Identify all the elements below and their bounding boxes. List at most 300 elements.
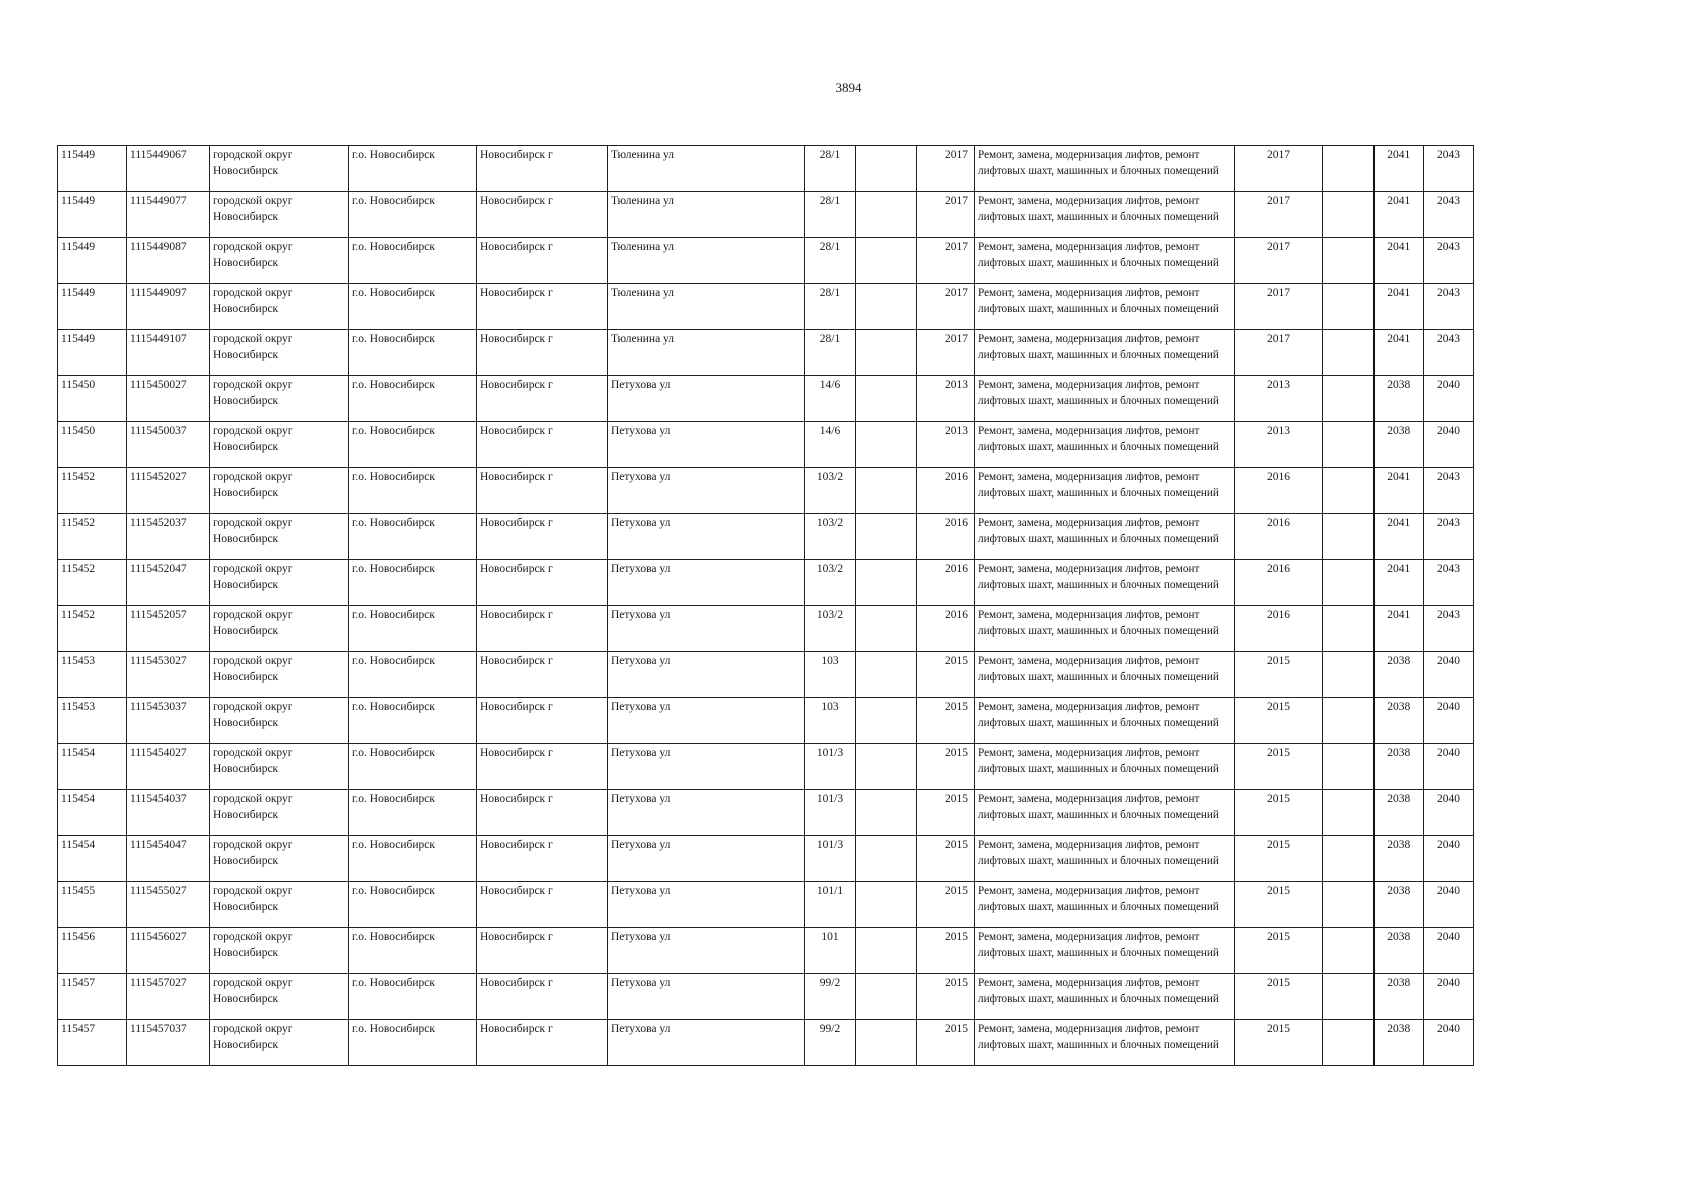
- cell-year-commissioned: 2015: [917, 974, 975, 1020]
- cell-district: городской округ Новосибирск: [210, 422, 349, 468]
- cell-work-description: Ремонт, замена, модернизация лифтов, ремонт лифтовых шахт, машинных и блочных помещений: [975, 330, 1235, 376]
- cell-blank: [1323, 422, 1374, 468]
- cell-id: 1115452047: [127, 560, 210, 606]
- cell-district: городской округ Новосибирск: [210, 928, 349, 974]
- cell-city: Новосибирск г: [477, 790, 608, 836]
- cell-id: 1115452037: [127, 514, 210, 560]
- cell-year-from: 2038: [1374, 422, 1424, 468]
- cell-street: Петухова ул: [608, 468, 805, 514]
- cell-year-commissioned: 2013: [917, 422, 975, 468]
- cell-blank: [856, 146, 917, 192]
- cell-year-from: 2038: [1374, 882, 1424, 928]
- cell-city: Новосибирск г: [477, 606, 608, 652]
- cell-street: Петухова ул: [608, 606, 805, 652]
- cell-district: городской округ Новосибирск: [210, 606, 349, 652]
- cell-district: городской округ Новосибирск: [210, 698, 349, 744]
- cell-year-from: 2041: [1374, 606, 1424, 652]
- cell-house: 103: [805, 698, 856, 744]
- cell-year-commissioned: 2016: [917, 514, 975, 560]
- cell-municipality: г.о. Новосибирск: [349, 744, 477, 790]
- cell-year-to: 2043: [1424, 514, 1474, 560]
- cell-id: 1115454047: [127, 836, 210, 882]
- cell-year-from: 2038: [1374, 652, 1424, 698]
- table-row: [58, 376, 1474, 422]
- cell-year-from: 2038: [1374, 1020, 1424, 1066]
- cell-blank: [856, 422, 917, 468]
- cell-id: 1115449097: [127, 284, 210, 330]
- table-row: [58, 422, 1474, 468]
- cell-year-commissioned: 2017: [917, 146, 975, 192]
- cell-district: городской округ Новосибирск: [210, 1020, 349, 1066]
- cell-year-last: 2015: [1235, 744, 1323, 790]
- table-row: [58, 560, 1474, 606]
- cell-house: 28/1: [805, 146, 856, 192]
- cell-district: городской округ Новосибирск: [210, 836, 349, 882]
- cell-year-commissioned: 2015: [917, 928, 975, 974]
- cell-year-commissioned: 2015: [917, 1020, 975, 1066]
- cell-work-description: Ремонт, замена, модернизация лифтов, ремонт лифтовых шахт, машинных и блочных помещений: [975, 698, 1235, 744]
- cell-municipality: г.о. Новосибирск: [349, 698, 477, 744]
- cell-blank: [856, 698, 917, 744]
- cell-blank: [856, 560, 917, 606]
- cell-blank: [1323, 238, 1374, 284]
- cell-street: Петухова ул: [608, 974, 805, 1020]
- cell-id: 1115452027: [127, 468, 210, 514]
- cell-blank: [1323, 330, 1374, 376]
- cell-city: Новосибирск г: [477, 560, 608, 606]
- cell-municipality: г.о. Новосибирск: [349, 790, 477, 836]
- cell-year-commissioned: 2015: [917, 744, 975, 790]
- cell-year-last: 2016: [1235, 560, 1323, 606]
- cell-year-from: 2041: [1374, 514, 1424, 560]
- cell-year-to: 2043: [1424, 238, 1474, 284]
- table-row: [58, 238, 1474, 284]
- cell-house: 103/2: [805, 560, 856, 606]
- cell-year-to: 2043: [1424, 606, 1474, 652]
- cell-municipality: г.о. Новосибирск: [349, 146, 477, 192]
- cell-blank: [856, 1020, 917, 1066]
- cell-district: городской округ Новосибирск: [210, 284, 349, 330]
- cell-street: Петухова ул: [608, 560, 805, 606]
- cell-work-description: Ремонт, замена, модернизация лифтов, ремонт лифтовых шахт, машинных и блочных помещений: [975, 146, 1235, 192]
- cell-blank: [1323, 146, 1374, 192]
- cell-work-description: Ремонт, замена, модернизация лифтов, ремонт лифтовых шахт, машинных и блочных помещений: [975, 560, 1235, 606]
- cell-year-to: 2043: [1424, 330, 1474, 376]
- cell-work-description: Ремонт, замена, модернизация лифтов, ремонт лифтовых шахт, машинных и блочных помещений: [975, 238, 1235, 284]
- cell-year-last: 2016: [1235, 514, 1323, 560]
- cell-code: 115457: [58, 1020, 127, 1066]
- cell-year-from: 2041: [1374, 146, 1424, 192]
- cell-year-last: 2017: [1235, 146, 1323, 192]
- cell-blank: [856, 238, 917, 284]
- cell-blank: [1323, 514, 1374, 560]
- cell-year-to: 2043: [1424, 192, 1474, 238]
- cell-blank: [856, 606, 917, 652]
- cell-year-to: 2040: [1424, 422, 1474, 468]
- cell-street: Тюленина ул: [608, 146, 805, 192]
- cell-year-last: 2015: [1235, 652, 1323, 698]
- cell-blank: [856, 468, 917, 514]
- cell-code: 115454: [58, 836, 127, 882]
- cell-municipality: г.о. Новосибирск: [349, 192, 477, 238]
- cell-city: Новосибирск г: [477, 284, 608, 330]
- cell-house: 99/2: [805, 974, 856, 1020]
- cell-street: Петухова ул: [608, 790, 805, 836]
- cell-city: Новосибирск г: [477, 330, 608, 376]
- cell-district: городской округ Новосибирск: [210, 744, 349, 790]
- cell-year-from: 2038: [1374, 974, 1424, 1020]
- cell-code: 115449: [58, 192, 127, 238]
- cell-year-commissioned: 2015: [917, 790, 975, 836]
- cell-street: Тюленина ул: [608, 192, 805, 238]
- table-row: [58, 974, 1474, 1020]
- cell-blank: [1323, 974, 1374, 1020]
- cell-year-from: 2041: [1374, 284, 1424, 330]
- cell-work-description: Ремонт, замена, модернизация лифтов, ремонт лифтовых шахт, машинных и блочных помещений: [975, 744, 1235, 790]
- cell-street: Петухова ул: [608, 882, 805, 928]
- cell-house: 99/2: [805, 1020, 856, 1066]
- cell-year-commissioned: 2015: [917, 836, 975, 882]
- cell-year-from: 2041: [1374, 192, 1424, 238]
- cell-year-from: 2041: [1374, 330, 1424, 376]
- cell-year-to: 2043: [1424, 146, 1474, 192]
- cell-year-last: 2017: [1235, 284, 1323, 330]
- cell-blank: [1323, 376, 1374, 422]
- cell-year-commissioned: 2015: [917, 698, 975, 744]
- cell-id: 1115449107: [127, 330, 210, 376]
- cell-city: Новосибирск г: [477, 376, 608, 422]
- cell-municipality: г.о. Новосибирск: [349, 836, 477, 882]
- cell-id: 1115449077: [127, 192, 210, 238]
- cell-year-last: 2013: [1235, 422, 1323, 468]
- cell-city: Новосибирск г: [477, 192, 608, 238]
- cell-year-commissioned: 2017: [917, 192, 975, 238]
- table-row: [58, 330, 1474, 376]
- table-row: [58, 698, 1474, 744]
- cell-house: 14/6: [805, 422, 856, 468]
- cell-id: 1115454027: [127, 744, 210, 790]
- cell-municipality: г.о. Новосибирск: [349, 238, 477, 284]
- cell-code: 115449: [58, 284, 127, 330]
- cell-year-last: 2015: [1235, 790, 1323, 836]
- cell-year-commissioned: 2017: [917, 330, 975, 376]
- cell-year-to: 2040: [1424, 652, 1474, 698]
- cell-street: Петухова ул: [608, 744, 805, 790]
- cell-blank: [856, 928, 917, 974]
- table-row: [58, 146, 1474, 192]
- cell-work-description: Ремонт, замена, модернизация лифтов, ремонт лифтовых шахт, машинных и блочных помещений: [975, 974, 1235, 1020]
- cell-year-last: 2015: [1235, 698, 1323, 744]
- cell-street: Петухова ул: [608, 422, 805, 468]
- cell-municipality: г.о. Новосибирск: [349, 468, 477, 514]
- cell-city: Новосибирск г: [477, 928, 608, 974]
- cell-city: Новосибирск г: [477, 238, 608, 284]
- cell-city: Новосибирск г: [477, 882, 608, 928]
- cell-work-description: Ремонт, замена, модернизация лифтов, ремонт лифтовых шахт, машинных и блочных помещений: [975, 606, 1235, 652]
- cell-year-from: 2041: [1374, 468, 1424, 514]
- cell-year-from: 2038: [1374, 376, 1424, 422]
- cell-work-description: Ремонт, замена, модернизация лифтов, ремонт лифтовых шахт, машинных и блочных помещений: [975, 1020, 1235, 1066]
- cell-municipality: г.о. Новосибирск: [349, 284, 477, 330]
- cell-house: 101/3: [805, 744, 856, 790]
- cell-street: Петухова ул: [608, 514, 805, 560]
- cell-work-description: Ремонт, замена, модернизация лифтов, ремонт лифтовых шахт, машинных и блочных помещений: [975, 376, 1235, 422]
- register-body: [58, 146, 1474, 1066]
- cell-year-to: 2040: [1424, 974, 1474, 1020]
- cell-house: 101/3: [805, 790, 856, 836]
- cell-year-last: 2016: [1235, 606, 1323, 652]
- cell-city: Новосибирск г: [477, 422, 608, 468]
- cell-id: 1115450027: [127, 376, 210, 422]
- cell-street: Петухова ул: [608, 698, 805, 744]
- cell-municipality: г.о. Новосибирск: [349, 1020, 477, 1066]
- cell-municipality: г.о. Новосибирск: [349, 882, 477, 928]
- cell-year-from: 2041: [1374, 560, 1424, 606]
- cell-city: Новосибирск г: [477, 652, 608, 698]
- cell-year-last: 2017: [1235, 192, 1323, 238]
- table-row: [58, 1020, 1474, 1066]
- cell-municipality: г.о. Новосибирск: [349, 330, 477, 376]
- cell-code: 115450: [58, 376, 127, 422]
- cell-blank: [1323, 1020, 1374, 1066]
- cell-street: Тюленина ул: [608, 238, 805, 284]
- cell-blank: [1323, 836, 1374, 882]
- cell-blank: [856, 790, 917, 836]
- cell-blank: [856, 330, 917, 376]
- cell-year-to: 2040: [1424, 698, 1474, 744]
- cell-year-commissioned: 2016: [917, 606, 975, 652]
- cell-year-from: 2038: [1374, 790, 1424, 836]
- cell-year-commissioned: 2013: [917, 376, 975, 422]
- cell-id: 1115453037: [127, 698, 210, 744]
- cell-work-description: Ремонт, замена, модернизация лифтов, ремонт лифтовых шахт, машинных и блочных помещений: [975, 928, 1235, 974]
- cell-code: 115455: [58, 882, 127, 928]
- cell-street: Петухова ул: [608, 836, 805, 882]
- cell-year-to: 2043: [1424, 284, 1474, 330]
- cell-year-last: 2013: [1235, 376, 1323, 422]
- cell-district: городской округ Новосибирск: [210, 238, 349, 284]
- cell-municipality: г.о. Новосибирск: [349, 974, 477, 1020]
- cell-blank: [1323, 192, 1374, 238]
- cell-id: 1115453027: [127, 652, 210, 698]
- cell-district: городской округ Новосибирск: [210, 974, 349, 1020]
- cell-blank: [1323, 928, 1374, 974]
- cell-house: 103/2: [805, 606, 856, 652]
- cell-city: Новосибирск г: [477, 1020, 608, 1066]
- cell-blank: [1323, 468, 1374, 514]
- cell-blank: [856, 652, 917, 698]
- cell-work-description: Ремонт, замена, модернизация лифтов, ремонт лифтовых шахт, машинных и блочных помещений: [975, 422, 1235, 468]
- cell-id: 1115457037: [127, 1020, 210, 1066]
- cell-code: 115449: [58, 146, 127, 192]
- table-row: [58, 192, 1474, 238]
- cell-id: 1115450037: [127, 422, 210, 468]
- cell-blank: [1323, 560, 1374, 606]
- cell-code: 115454: [58, 790, 127, 836]
- cell-year-commissioned: 2017: [917, 238, 975, 284]
- cell-year-to: 2043: [1424, 560, 1474, 606]
- cell-blank: [856, 192, 917, 238]
- cell-city: Новосибирск г: [477, 836, 608, 882]
- cell-house: 28/1: [805, 238, 856, 284]
- cell-work-description: Ремонт, замена, модернизация лифтов, ремонт лифтовых шахт, машинных и блочных помещений: [975, 514, 1235, 560]
- cell-house: 101/1: [805, 882, 856, 928]
- cell-work-description: Ремонт, замена, модернизация лифтов, ремонт лифтовых шахт, машинных и блочных помещений: [975, 284, 1235, 330]
- cell-year-to: 2040: [1424, 1020, 1474, 1066]
- cell-city: Новосибирск г: [477, 744, 608, 790]
- cell-work-description: Ремонт, замена, модернизация лифтов, ремонт лифтовых шахт, машинных и блочных помещений: [975, 882, 1235, 928]
- cell-year-last: 2015: [1235, 1020, 1323, 1066]
- cell-blank: [856, 376, 917, 422]
- cell-street: Тюленина ул: [608, 284, 805, 330]
- cell-blank: [856, 514, 917, 560]
- table-row: [58, 514, 1474, 560]
- cell-work-description: Ремонт, замена, модернизация лифтов, ремонт лифтовых шахт, машинных и блочных помещений: [975, 468, 1235, 514]
- cell-year-last: 2017: [1235, 238, 1323, 284]
- cell-code: 115449: [58, 238, 127, 284]
- cell-street: Петухова ул: [608, 652, 805, 698]
- cell-year-to: 2040: [1424, 744, 1474, 790]
- cell-blank: [1323, 744, 1374, 790]
- cell-city: Новосибирск г: [477, 146, 608, 192]
- cell-year-last: 2015: [1235, 974, 1323, 1020]
- cell-year-commissioned: 2015: [917, 652, 975, 698]
- cell-year-to: 2040: [1424, 882, 1474, 928]
- cell-code: 115456: [58, 928, 127, 974]
- cell-city: Новосибирск г: [477, 514, 608, 560]
- cell-house: 14/6: [805, 376, 856, 422]
- cell-id: 1115449067: [127, 146, 210, 192]
- cell-blank: [1323, 606, 1374, 652]
- cell-house: 28/1: [805, 284, 856, 330]
- cell-code: 115452: [58, 514, 127, 560]
- table-row: [58, 836, 1474, 882]
- cell-municipality: г.о. Новосибирск: [349, 928, 477, 974]
- table-row: [58, 790, 1474, 836]
- cell-year-from: 2041: [1374, 238, 1424, 284]
- cell-id: 1115454037: [127, 790, 210, 836]
- cell-year-commissioned: 2015: [917, 882, 975, 928]
- cell-blank: [1323, 790, 1374, 836]
- table-row: [58, 744, 1474, 790]
- cell-city: Новосибирск г: [477, 698, 608, 744]
- cell-year-from: 2038: [1374, 928, 1424, 974]
- cell-id: 1115456027: [127, 928, 210, 974]
- page-number: 3894: [835, 80, 862, 95]
- cell-district: городской округ Новосибирск: [210, 560, 349, 606]
- cell-code: 115454: [58, 744, 127, 790]
- cell-district: городской округ Новосибирск: [210, 882, 349, 928]
- cell-year-from: 2038: [1374, 836, 1424, 882]
- cell-work-description: Ремонт, замена, модернизация лифтов, ремонт лифтовых шахт, машинных и блочных помещений: [975, 652, 1235, 698]
- cell-code: 115453: [58, 698, 127, 744]
- table-row: [58, 652, 1474, 698]
- cell-code: 115452: [58, 560, 127, 606]
- cell-district: городской округ Новосибирск: [210, 514, 349, 560]
- cell-code: 115452: [58, 606, 127, 652]
- cell-district: городской округ Новосибирск: [210, 652, 349, 698]
- cell-code: 115450: [58, 422, 127, 468]
- cell-blank: [1323, 882, 1374, 928]
- cell-year-last: 2016: [1235, 468, 1323, 514]
- cell-district: городской округ Новосибирск: [210, 376, 349, 422]
- table-row: [58, 284, 1474, 330]
- cell-municipality: г.о. Новосибирск: [349, 652, 477, 698]
- cell-house: 103/2: [805, 468, 856, 514]
- table-row: [58, 468, 1474, 514]
- cell-code: 115453: [58, 652, 127, 698]
- cell-work-description: Ремонт, замена, модернизация лифтов, ремонт лифтовых шахт, машинных и блочных помещений: [975, 790, 1235, 836]
- cell-id: 1115452057: [127, 606, 210, 652]
- cell-work-description: Ремонт, замена, модернизация лифтов, ремонт лифтовых шахт, машинных и блочных помещений: [975, 836, 1235, 882]
- table-row: [58, 606, 1474, 652]
- cell-house: 103/2: [805, 514, 856, 560]
- cell-id: 1115449087: [127, 238, 210, 284]
- cell-house: 101: [805, 928, 856, 974]
- cell-house: 28/1: [805, 330, 856, 376]
- cell-house: 103: [805, 652, 856, 698]
- cell-year-from: 2038: [1374, 698, 1424, 744]
- cell-year-last: 2017: [1235, 330, 1323, 376]
- cell-blank: [856, 744, 917, 790]
- cell-code: 115449: [58, 330, 127, 376]
- cell-blank: [1323, 284, 1374, 330]
- cell-id: 1115457027: [127, 974, 210, 1020]
- cell-district: городской округ Новосибирск: [210, 468, 349, 514]
- cell-year-to: 2040: [1424, 376, 1474, 422]
- cell-district: городской округ Новосибирск: [210, 192, 349, 238]
- cell-year-commissioned: 2016: [917, 468, 975, 514]
- cell-house: 28/1: [805, 192, 856, 238]
- cell-house: 101/3: [805, 836, 856, 882]
- cell-year-commissioned: 2017: [917, 284, 975, 330]
- cell-municipality: г.о. Новосибирск: [349, 376, 477, 422]
- cell-blank: [1323, 652, 1374, 698]
- cell-work-description: Ремонт, замена, модернизация лифтов, ремонт лифтовых шахт, машинных и блочных помещений: [975, 192, 1235, 238]
- cell-year-to: 2043: [1424, 468, 1474, 514]
- cell-blank: [856, 882, 917, 928]
- cell-code: 115457: [58, 974, 127, 1020]
- cell-blank: [856, 974, 917, 1020]
- cell-year-to: 2040: [1424, 836, 1474, 882]
- cell-year-to: 2040: [1424, 928, 1474, 974]
- cell-district: городской округ Новосибирск: [210, 790, 349, 836]
- cell-street: Петухова ул: [608, 376, 805, 422]
- cell-street: Петухова ул: [608, 1020, 805, 1066]
- cell-year-last: 2015: [1235, 928, 1323, 974]
- cell-blank: [856, 836, 917, 882]
- cell-municipality: г.о. Новосибирск: [349, 422, 477, 468]
- cell-district: городской округ Новосибирск: [210, 330, 349, 376]
- cell-blank: [1323, 698, 1374, 744]
- cell-municipality: г.о. Новосибирск: [349, 514, 477, 560]
- cell-year-last: 2015: [1235, 882, 1323, 928]
- cell-year-commissioned: 2016: [917, 560, 975, 606]
- cell-street: Петухова ул: [608, 928, 805, 974]
- cell-street: Тюленина ул: [608, 330, 805, 376]
- cell-year-from: 2038: [1374, 744, 1424, 790]
- cell-city: Новосибирск г: [477, 974, 608, 1020]
- cell-city: Новосибирск г: [477, 468, 608, 514]
- cell-year-to: 2040: [1424, 790, 1474, 836]
- cell-municipality: г.о. Новосибирск: [349, 606, 477, 652]
- cell-municipality: г.о. Новосибирск: [349, 560, 477, 606]
- cell-year-last: 2015: [1235, 836, 1323, 882]
- cell-district: городской округ Новосибирск: [210, 146, 349, 192]
- register-table: [57, 145, 1474, 1066]
- table-row: [58, 928, 1474, 974]
- cell-blank: [856, 284, 917, 330]
